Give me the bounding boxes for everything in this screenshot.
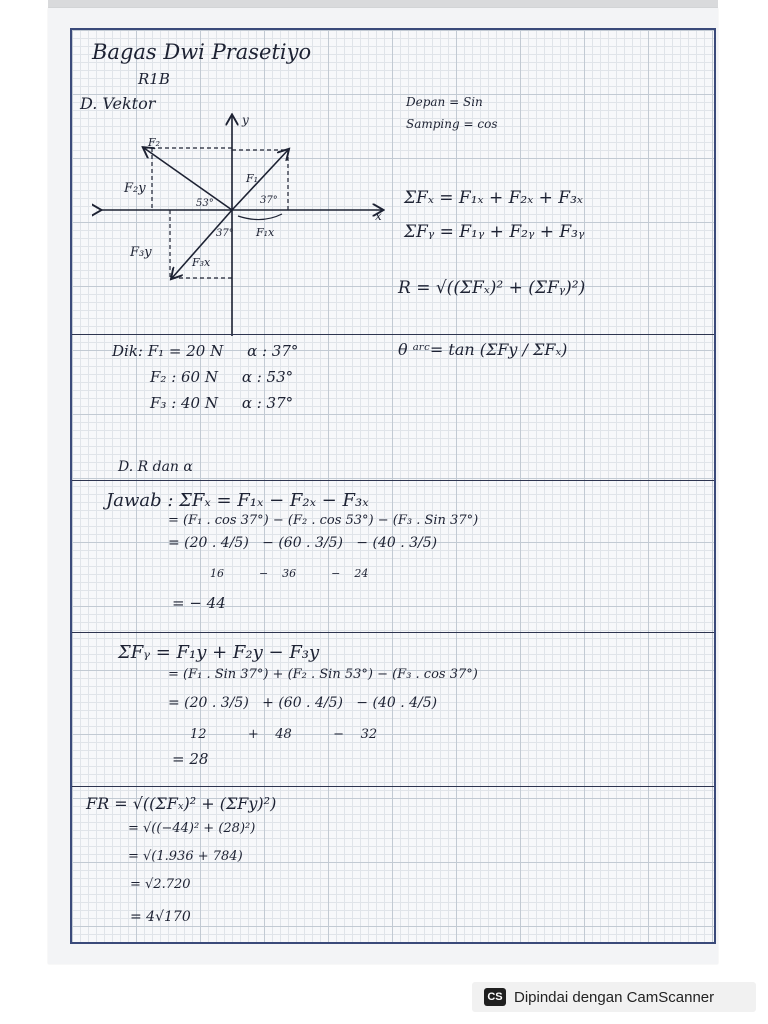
fy-result: = 28 — [172, 750, 209, 768]
f3x-label: F₃x — [192, 256, 211, 269]
divider-4 — [72, 786, 714, 787]
angle-37-f1: 37° — [260, 195, 278, 206]
angle-53-label: 53° — [196, 198, 214, 209]
fy-line-1: = (F₁ . Sin 37°) + (F₂ . Sin 53°) − (F₃ . cos 37°) — [168, 667, 478, 682]
formula-sum-fy: ΣFᵧ = F₁ᵧ + F₂ᵧ + F₃ᵧ — [404, 222, 585, 242]
resultant-line-3: = √2.720 — [130, 877, 191, 892]
given-line-2: F₂ : 60 N α : 53° — [150, 368, 294, 386]
angle-37-f3: 37° — [216, 228, 234, 239]
section-title: D. Vektor — [80, 94, 156, 113]
fy-line-2: = (20 . 3/5) + (60 . 4/5) − (40 . 4/5) — [168, 695, 438, 711]
formula-resultant: R = √((ΣFₓ)² + (ΣFᵧ)²) — [398, 278, 586, 298]
divider-3 — [72, 632, 714, 633]
f1x-label: F₁x — [256, 226, 275, 239]
f3y-label: F₃y — [130, 245, 152, 260]
note-samping: Samping = cos — [406, 117, 498, 131]
given-line-1: Dik: F₁ = 20 N α : 37° — [112, 342, 299, 360]
paper-top-edge — [48, 0, 718, 8]
fy-title: ΣFᵧ = F₁y + F₂y − F₃y — [118, 642, 320, 663]
f2-label: F₂ — [148, 136, 161, 149]
resultant-title: FR = √((ΣFₓ)² + (ΣFy)²) — [86, 794, 277, 813]
camscanner-text: Dipindai dengan CamScanner — [514, 988, 715, 1006]
formula-theta: θ ᵃʳᶜ= tan (ΣFy / ΣFₓ) — [398, 340, 568, 359]
divider-1 — [72, 334, 714, 335]
camscanner-logo-icon: CS — [484, 988, 506, 1006]
fy-line-3: 12 + 48 − 32 — [190, 727, 378, 742]
camscanner-badge — [472, 982, 756, 1012]
vector-f2 — [144, 148, 232, 210]
f1-label: F₁ — [246, 172, 259, 185]
resultant-line-2: = √(1.936 + 784) — [128, 849, 243, 864]
f1x-brace — [238, 214, 282, 220]
student-name: Bagas Dwi Prasetiyo — [92, 40, 312, 64]
resultant-result: = 4√170 — [130, 909, 191, 925]
fx-result: = − 44 — [172, 594, 226, 612]
resultant-line-1: = √((−44)² + (28)²) — [128, 821, 256, 836]
fx-title: Jawab : ΣFₓ = F₁ₓ − F₂ₓ − F₃ₓ — [106, 490, 369, 511]
question-label: D. R dan α — [118, 459, 193, 475]
formula-sum-fx: ΣFₓ = F₁ₓ + F₂ₓ + F₃ₓ — [404, 188, 583, 208]
fx-line-1: = (F₁ . cos 37°) − (F₂ . cos 53°) − (F₃ . Sin 37°) — [168, 513, 479, 528]
divider-2 — [72, 480, 714, 481]
y-axis-label: y — [242, 113, 249, 127]
class-label: R1B — [138, 70, 170, 88]
vector-diagram — [92, 108, 392, 340]
given-line-3: F₃ : 40 N α : 37° — [150, 394, 294, 412]
f2y-label: F₂y — [124, 181, 146, 196]
fx-line-2: = (20 . 4/5) − (60 . 3/5) − (40 . 3/5) — [168, 535, 438, 551]
fx-line-3: 16 − 36 − 24 — [210, 567, 369, 580]
note-depan: Depan = Sin — [406, 95, 483, 109]
x-axis-label: x — [375, 209, 382, 223]
